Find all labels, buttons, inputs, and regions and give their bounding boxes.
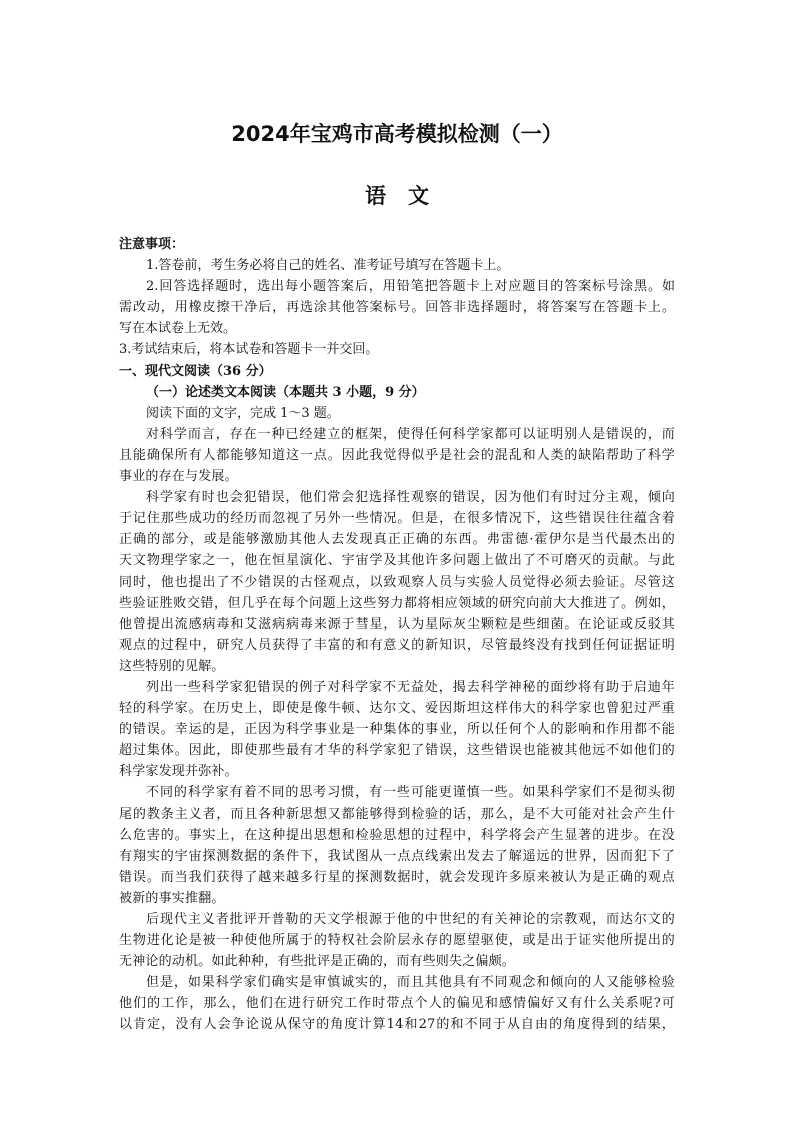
passage-line: 科学家发现并弥补。 — [119, 764, 238, 780]
passage-line: 被新的事实推翻。 — [119, 890, 225, 906]
content-area — [119, 234, 675, 1036]
passage-line: 但是，如果科学家们确实是审慎诚实的，而且其他具有不同观念和倾向的人又能够检验 — [146, 975, 675, 991]
notes-heading: 注意事项： — [119, 237, 185, 252]
passage-line: 无神论的动机。如此种种，有些批评是正确的，而有些则失之偏颇。 — [119, 954, 516, 970]
passage-line: 正确的部分，或是能够激励其他人去发现真正正确的东西。弗雷德·霍伊尔是当代最杰出的 — [119, 532, 675, 548]
section-subheading: （一）论述类文本阅读（本题共 3 小题，9 分） — [146, 384, 425, 400]
passage-line: 事业的存在与发展。 — [119, 469, 238, 485]
passage-line: 天文物理学家之一，他在恒星演化、宇宙学及其他许多问题上做出了不可磨灭的贡献。与此 — [119, 553, 675, 569]
exam-title: 2024年宝鸡市高考模拟检测（一） — [231, 122, 563, 146]
notes-line: 写在本试卷上无效。 — [119, 321, 237, 337]
passage-line: 错误。而当我们获得了越来越多行星的探测数据时，就会发现许多原来被认为是正确的观点 — [119, 869, 675, 885]
passage-line: 尾的教条主义者，而且各种新思想又都能够得到检验的话，那么，是不大可能对社会产生什 — [119, 806, 675, 822]
passage-line: 些验证胜败交错，但几乎在每个问题上这些努力都将相应领域的研究向前大大推进了。例如， — [119, 595, 675, 611]
passage-line: 以肯定，没有人会争论说从保守的角度计算14和27的和不同于从自由的角度得到的结果， — [119, 1017, 675, 1033]
passage-line: 有翔实的宇宙探测数据的条件下，我试图从一点点线索出发去了解遥远的世界，因而犯下了 — [119, 848, 675, 864]
passage-line: 观点的过程中，研究人员获得了丰富的和有意义的新知识，尽管最终没有找到任何证据证明 — [119, 637, 675, 653]
notes-line: 需改动，用橡皮擦干净后，再选涂其他答案标号。回答非选择题时，将答案写在答题卡上。 — [119, 300, 675, 316]
subject-title: 语文 — [365, 184, 451, 208]
passage-line: 且能确保所有人都能够知道这一点。因此我觉得似乎是社会的混乱和人类的缺陷帮助了科学 — [119, 447, 675, 463]
passage-line: 这些特别的见解。 — [119, 658, 225, 674]
passage-line: 他们的工作，那么，他们在进行研究工作时带点个人的偏见和感情偏好又有什么关系呢?可 — [119, 996, 675, 1012]
passage-line: 超过集体。因此，即使那些最有才华的科学家犯了错误，这些错误也能被其他远不如他们的 — [119, 743, 675, 759]
passage-line: 对科学而言，存在一种已经建立的框架，使得任何科学家都可以证明别人是错误的，而 — [146, 426, 675, 442]
passage-line: 同时，他也提出了不少错误的古怪观点，以致观察人员与实验人员觉得必须去验证。尽管这 — [119, 574, 675, 590]
passage-line: 么危害的。事实上，在这种提出思想和检验思想的过程中，科学将会产生显著的进步。在没 — [119, 827, 675, 843]
section-instruction: 阅读下面的文字，完成 1～3 题。 — [146, 405, 340, 421]
notes-line: 1.答卷前，考生务必将自己的姓名、准考证号填写在答题卡上。 — [146, 258, 510, 274]
passage-line: 他曾提出流感病毒和艾滋病病毒来源于彗星，认为星际灰尘颗粒是些细菌。在论证或反驳其 — [119, 616, 675, 632]
passage-line: 轻的科学家。在历史上，即使是像牛顿、达尔文、爱因斯坦这样伟大的科学家也曾犯过严重 — [119, 701, 675, 717]
passage-line: 生物进化论是被一种使他所属于的特权社会阶层永存的愿望驱使，或是出于证实他所提出的 — [119, 933, 675, 949]
passage-line: 不同的科学家有着不同的思考习惯，有一些可能更谨慎一些。如果科学家们不是彻头彻 — [146, 785, 675, 801]
section-heading: 一、现代文阅读（36 分） — [119, 363, 272, 379]
passage-line: 于记住那些成功的经历而忽视了另外一些情况。但是，在很多情况下，这些错误往往蕴含着 — [119, 511, 675, 527]
passage-line: 后现代主义者批评开普勒的天文学根源于他的中世纪的有关神论的宗教观，而达尔文的 — [146, 912, 675, 927]
passage-line: 列出一些科学家犯错误的例子对科学家不无益处，揭去科学神秘的面纱将有助于启迪年 — [146, 679, 675, 695]
passage-line: 科学家有时也会犯错误，他们常会犯选择性观察的错误，因为他们有时过分主观，倾向 — [146, 490, 675, 506]
notes-line: 3.考试结束后，将本试卷和答题卡一并交回。 — [119, 342, 379, 358]
passage — [119, 424, 675, 1036]
notes-line: 2.回答选择题时，选出每小题答案后，用铅笔把答题卡上对应题目的答案标号涂黑。如 — [146, 279, 675, 295]
passage-line: 的错误。幸运的是，正因为科学事业是一种集体的事业，所以任何个人的影响和作用都不能 — [119, 722, 675, 738]
